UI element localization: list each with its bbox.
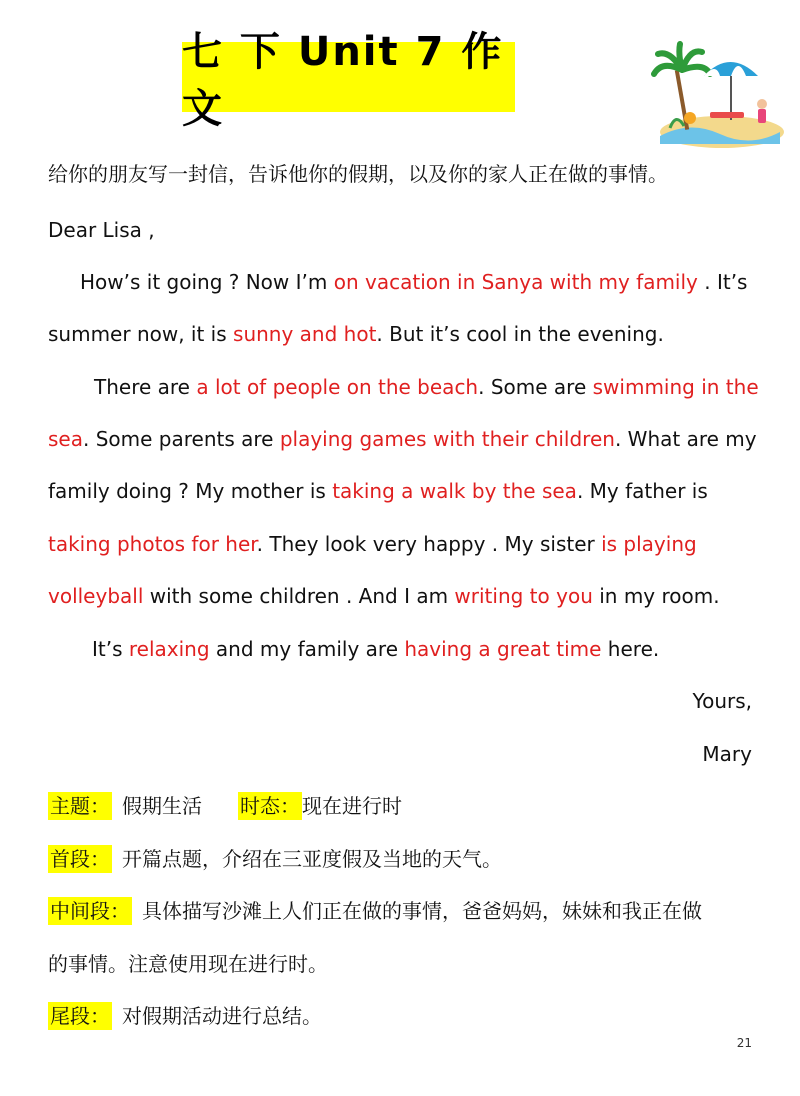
note-first-row: 首段： 开篇点题，介绍在三亚度假及当地的天气。 xyxy=(50,847,502,871)
letter-line-4: sea. Some parents are playing games with their children. What are my xyxy=(48,427,757,451)
page-number: 21 xyxy=(736,1036,752,1050)
page-title: 七 下 Unit 7 作 文 xyxy=(182,42,515,112)
letter-greeting: Dear Lisa , xyxy=(48,218,155,242)
writing-prompt: 给你的朋友写一封信，告诉他你的假期，以及你的家人正在做的事情。 xyxy=(48,162,668,186)
note-middle-continued: 的事情。注意使用现在进行时。 xyxy=(48,952,328,976)
beach-illustration xyxy=(650,40,785,150)
letter-line-6: taking photos for her. They look very happy . My sister is playing xyxy=(48,532,697,556)
note-middle-row: 中间段： 具体描写沙滩上人们正在做的事情，爸爸妈妈，妹妹和我正在做 xyxy=(50,899,702,923)
tense-tag: 时态： xyxy=(240,794,300,818)
letter-closing: Yours, xyxy=(692,689,752,713)
last-paragraph-tag: 尾段： xyxy=(50,1004,110,1028)
middle-paragraph-tag: 中间段： xyxy=(50,899,130,923)
first-paragraph-tag: 首段： xyxy=(50,847,110,871)
letter-line-5: family doing ? My mother is taking a walk by the sea. My father is xyxy=(48,479,708,503)
letter-line-1: How’s it going ? Now I’m on vacation in Sanya with my family . It’s xyxy=(80,270,748,294)
letter-line-2: summer now, it is sunny and hot. But it’s cool in the evening. xyxy=(48,322,664,346)
letter-line-3: There are a lot of people on the beach. Some are swimming in the xyxy=(94,375,759,399)
note-theme-row: 主题： 假期生活 时态： 现在进行时 xyxy=(50,794,402,818)
letter-line-8: It’s relaxing and my family are having a great time here. xyxy=(92,637,660,661)
theme-tag: 主题： xyxy=(50,794,110,818)
letter-signature: Mary xyxy=(702,742,752,766)
note-last-row: 尾段： 对假期活动进行总结。 xyxy=(50,1004,322,1028)
letter-line-7: volleyball with some children . And I am writing to you in my room. xyxy=(48,584,720,608)
